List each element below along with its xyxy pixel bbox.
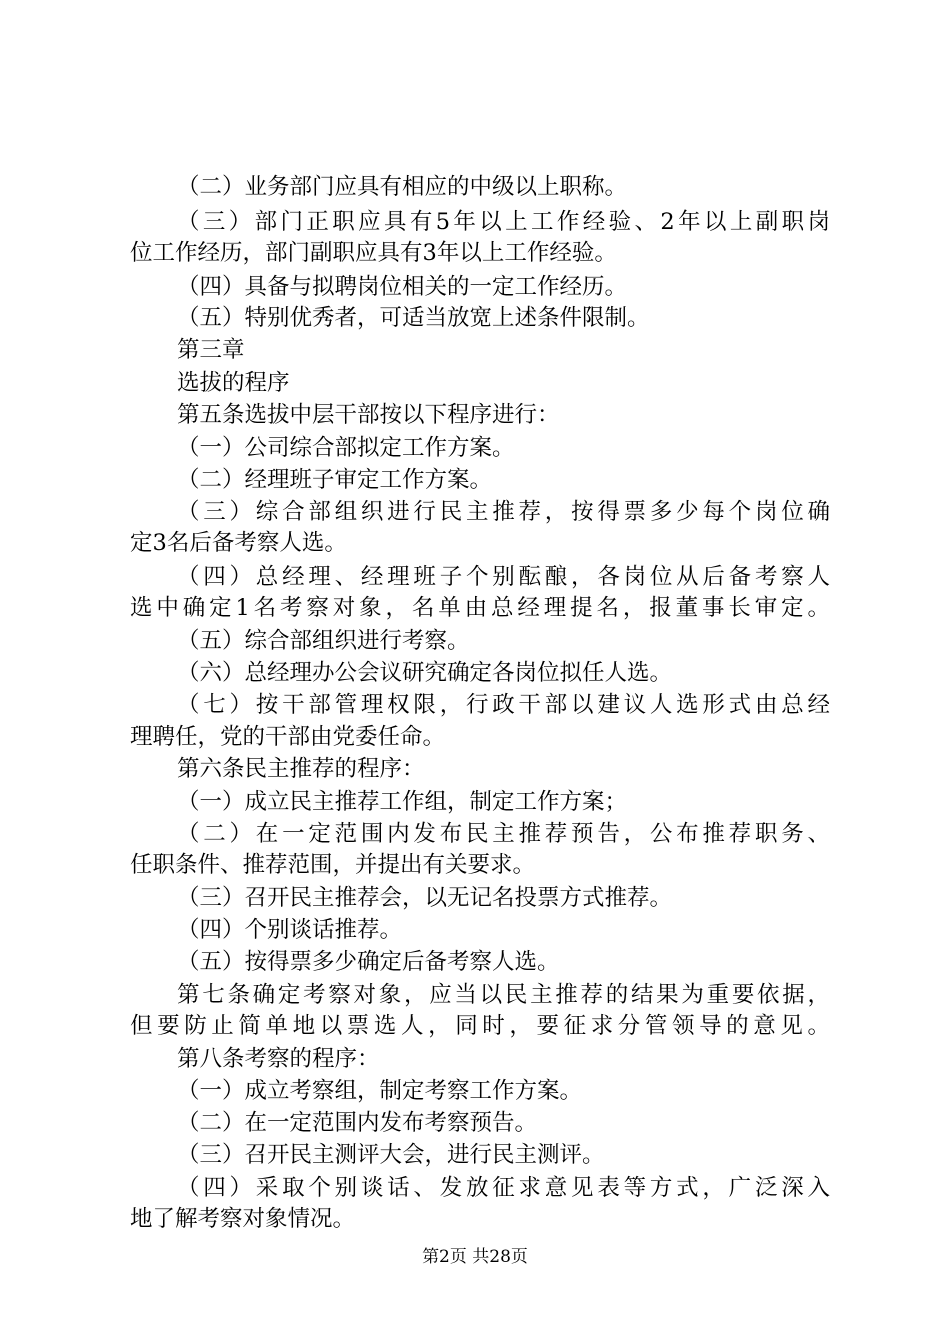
text-line: 选中确定1名考察对象，名单由总经理提名，报董事长审定。: [130, 595, 830, 621]
text-line: （四）个别谈话推荐。: [177, 917, 403, 943]
text-line: （三）召开民主推荐会，以无记名投票方式推荐。: [177, 885, 673, 911]
text-line: （三）部门正职应具有5年以上工作经验、2年以上副职岗: [177, 209, 830, 235]
text-line: （四）采取个别谈话、发放征求意见表等方式，广泛深入: [177, 1175, 830, 1201]
chapter-heading: 第三章: [177, 337, 245, 363]
text-line: （四）具备与拟聘岗位相关的一定工作经历。: [177, 274, 628, 300]
text-line: （四）总经理、经理班子个别酝酿，各岗位从后备考察人: [177, 564, 830, 590]
text-line: （二）经理班子审定工作方案。: [177, 467, 493, 493]
text-line: （三）召开民主测评大会，进行民主测评。: [177, 1142, 605, 1168]
chapter-title: 选拔的程序: [177, 370, 290, 396]
text-line: （一）公司综合部拟定工作方案。: [177, 435, 515, 461]
text-line: （一）成立民主推荐工作组，制定工作方案；: [177, 789, 628, 815]
text-line: （一）成立考察组，制定考察工作方案。: [177, 1078, 583, 1104]
text-line: （五）按得票多少确定后备考察人选。: [177, 949, 560, 975]
text-line: （二）在一定范围内发布考察预告。: [177, 1110, 538, 1136]
text-line: （五）综合部组织进行考察。: [177, 628, 470, 654]
article-heading: 第六条民主推荐的程序：: [177, 756, 425, 782]
text-line: 位工作经历，部门副职应具有3年以上工作经验。: [130, 240, 617, 266]
text-line: 地了解考察对象情况。: [130, 1206, 356, 1232]
text-line: （五）特别优秀者，可适当放宽上述条件限制。: [177, 305, 650, 331]
text-line: （二）业务部门应具有相应的中级以上职称。: [177, 174, 628, 200]
article-heading: 第五条选拔中层干部按以下程序进行：: [177, 402, 560, 428]
article-heading: 第八条考察的程序：: [177, 1046, 380, 1072]
text-line: （六）总经理办公会议研究确定各岗位拟任人选。: [177, 660, 673, 686]
text-line: 定3名后备考察人选。: [130, 530, 347, 556]
text-line: 理聘任，党的干部由党委任命。: [130, 724, 446, 750]
text-line: （三）综合部组织进行民主推荐，按得票多少每个岗位确: [177, 499, 830, 525]
page-number-footer: 第2页 共28页: [422, 1247, 528, 1267]
text-line: （七）按干部管理权限，行政干部以建议人选形式由总经: [177, 692, 830, 718]
article-heading: 第七条确定考察对象，应当以民主推荐的结果为重要依据，: [177, 982, 830, 1008]
text-line: 任职条件、推荐范围，并提出有关要求。: [130, 852, 536, 878]
text-line: 但要防止简单地以票选人，同时，要征求分管领导的意见。: [130, 1013, 830, 1039]
text-line: （二）在一定范围内发布民主推荐预告，公布推荐职务、: [177, 821, 830, 847]
